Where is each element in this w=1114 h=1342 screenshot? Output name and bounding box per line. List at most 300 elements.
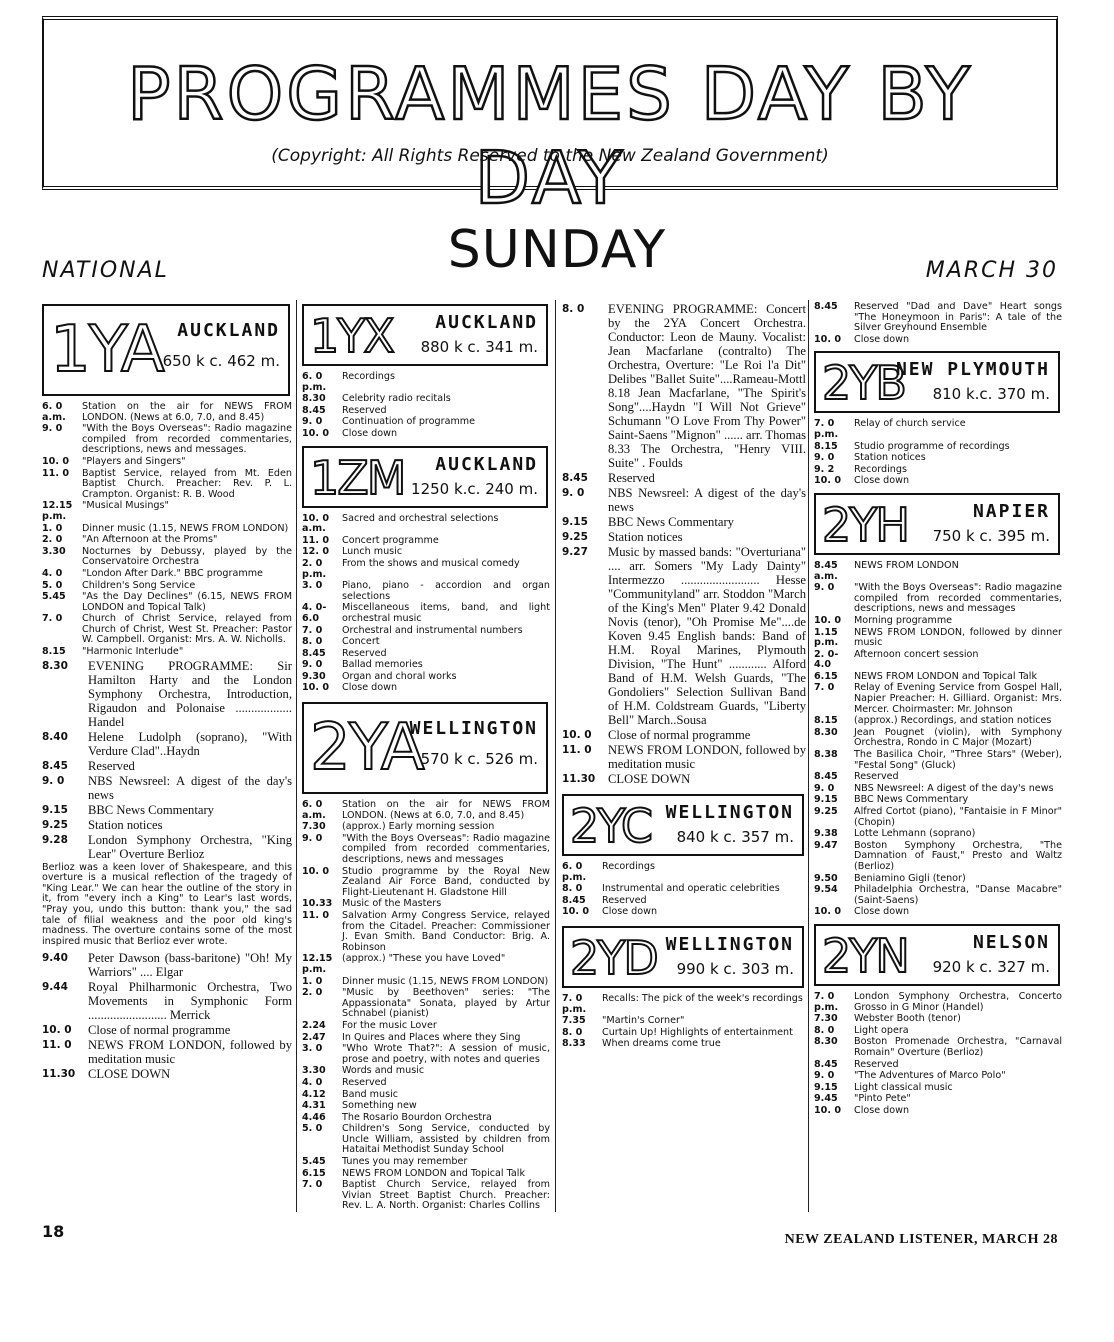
schedule-entry xyxy=(814,1083,1062,1094)
schedule-entry xyxy=(302,977,550,988)
schedule-entry xyxy=(302,637,550,648)
entry-time: 9. 0 xyxy=(302,416,323,428)
entry-time: 9.15 xyxy=(814,1081,838,1093)
entry-description: Philadelphia Orchestra, "Danse Macabre" (Saint-Saens) xyxy=(854,884,1062,906)
call-sign: 2YA xyxy=(310,711,423,786)
entry-time: 8. 0 xyxy=(562,883,583,895)
entry-description: Close down xyxy=(602,906,658,918)
entry-description: "An Afternoon at the Proms" xyxy=(82,534,218,546)
entry-description: When dreams come true xyxy=(602,1038,721,1050)
entry-time: 9.40 xyxy=(42,952,68,965)
schedule-entry xyxy=(42,774,292,802)
entry-description: Morning programme xyxy=(854,614,953,626)
entry-description: Curtain Up! Highlights of entertainment xyxy=(602,1026,793,1038)
entry-time: 2.24 xyxy=(302,1019,326,1031)
entry-time: 8.45 xyxy=(302,404,326,416)
entry-time: 5.45 xyxy=(302,1156,326,1168)
schedule-entry xyxy=(562,743,806,771)
entry-time: 3. 0 xyxy=(302,580,323,592)
entry-description: Boston Symphony Orchestra, "The Damnation of Faust," Presto and Waltz (Berlioz) xyxy=(854,839,1062,872)
schedule-entry xyxy=(814,992,1062,1013)
station-city: NELSON xyxy=(972,931,1050,953)
entry-description: Piano, piano - accordion and organ selections xyxy=(342,580,550,602)
call-sign: 2YB xyxy=(822,356,905,411)
entry-description: "Harmonic Interlude" xyxy=(82,646,184,658)
entry-time: 11. 0 xyxy=(562,744,592,756)
entry-description: NEWS FROM LONDON xyxy=(854,559,959,571)
entry-description: (approx.) "These you have Loved" xyxy=(342,953,506,965)
entry-description: Studio programme of recordings xyxy=(854,440,1010,452)
entry-description: Webster Booth (tenor) xyxy=(854,1013,961,1025)
schedule-entry xyxy=(42,581,292,592)
entry-description: Relay of Evening Service from Gospel Hall, Napier Preacher: H. Gilliard. Organist: Mrs. Mercer. Choirmaster: Mr. Johnson xyxy=(854,682,1062,715)
entry-description: Sacred and orchestral selections xyxy=(342,512,499,524)
late-schedule-1YA xyxy=(42,951,292,1081)
entry-time: 6.15 xyxy=(302,1167,326,1179)
network-label: NATIONAL xyxy=(42,258,169,283)
entry-time: 10. 0 xyxy=(562,729,592,741)
schedule-entry xyxy=(302,603,550,624)
schedule-entry xyxy=(814,683,1062,715)
schedule-2YN xyxy=(814,992,1062,1117)
entry-time: 4. 0-6.0 xyxy=(302,602,327,624)
entry-description: "The Adventures of Marco Polo" xyxy=(854,1070,1006,1082)
entry-time: 9.28 xyxy=(42,833,68,846)
schedule-entry xyxy=(42,980,292,1022)
entry-time: 8.45 a.m. xyxy=(814,559,838,582)
entry-description: BBC News Commentary xyxy=(608,515,734,529)
schedule-entry xyxy=(814,907,1062,918)
schedule-entry xyxy=(42,569,292,580)
evening-schedule-2YA xyxy=(562,302,806,786)
entry-description: London Symphony Orchestra, Concerto Grosso in G Minor (Handel) xyxy=(854,990,1062,1013)
entry-description: "With the Boys Overseas": Radio magazine compiled from recorded commentaries, descriptions, news and messages xyxy=(854,582,1062,615)
entry-time: 7. 0 p.m. xyxy=(814,418,839,440)
schedule-entry xyxy=(42,1038,292,1066)
entry-time: 9. 0 xyxy=(814,782,835,794)
entry-description: "With the Boys Overseas": Radio magazine compiled from recorded commentaries, descriptions, news and messages. xyxy=(82,423,292,456)
entry-description: Lunch music xyxy=(342,546,403,558)
entry-time: 7.35 xyxy=(562,1015,586,1027)
station-2YD-header xyxy=(562,926,804,988)
station-frequency: 840 k c. 357 m. xyxy=(676,828,794,846)
station-2YH-header xyxy=(814,493,1060,555)
station-city: WELLINGTON xyxy=(665,933,794,955)
schedule-entry xyxy=(814,728,1062,749)
schedule-entry xyxy=(302,406,550,417)
station-1YA-header xyxy=(42,304,290,396)
entry-description: Instrumental and operatic celebrities xyxy=(602,883,780,895)
entry-description: NBS Newsreel: A digest of the day's news xyxy=(608,486,806,514)
entry-description: Tunes you may remember xyxy=(342,1156,468,1168)
entry-description: Baptist Church Service, relayed from Vivian Street Baptist Church. Preacher: Rev. L. A. North. Organist: Charles Collins xyxy=(342,1179,550,1212)
station-city: WELLINGTON xyxy=(665,802,794,823)
station-city: NAPIER xyxy=(972,500,1050,522)
entry-time: 9.15 xyxy=(42,803,68,816)
schedule-entry xyxy=(302,417,550,428)
entry-description: Station on the air for NEWS FROM LONDON. (News at 6.0, 7.0, and 8.45) xyxy=(82,401,292,423)
entry-description: Ballad memories xyxy=(342,659,423,671)
entry-time: 6. 0 a.m. xyxy=(302,799,326,821)
entry-time: 6. 0 p.m. xyxy=(302,371,327,393)
entry-time: 9.44 xyxy=(42,981,68,994)
schedule-entry xyxy=(814,561,1062,582)
schedule-entry xyxy=(42,524,292,535)
entry-description: Reserved xyxy=(88,758,135,773)
schedule-entry xyxy=(562,907,806,918)
entry-time: 8.45 xyxy=(42,759,68,772)
entry-time: 1.15 p.m. xyxy=(814,626,839,649)
schedule-entry xyxy=(814,716,1062,727)
schedule-entry xyxy=(42,1023,292,1037)
schedule-entry xyxy=(814,419,1062,440)
entry-time: 11. 0 xyxy=(42,1039,72,1052)
entry-description: Reserved "Dad and Dave" Heart songs "The Honeymoon in Paris": A tale of the Silver Greyhound Ensemble xyxy=(854,302,1062,334)
entry-description: Jean Pougnet (violin), with Symphony Orchestra, Rondo in C Major (Mozart) xyxy=(854,726,1062,749)
entry-description: "Who Wrote That?": A session of music, prose and poetry, with notes and queries xyxy=(342,1043,550,1065)
entry-description: EVENING PROGRAMME: Concert by the 2YA Concert Orchestra. Conductor: Leon de Mauny. Vocalist: Jean Macfarlane (contralto) The Orchestra, Overture: "Le Roi l'a Dit" Delibes "Ballet Suite"....Rameau-Mottl 8.18 Jean Macfarlane, "The Spirit's Song"....Haydn "I Will Not Grieve" Schumann "O Love From Thy Power" Saint-Saens "Mignon" ...... arr. Thomas 8.33 The Orchestra, "Henry VIII. Suite" . Foulds xyxy=(608,302,806,470)
entry-description: Reserved xyxy=(342,647,387,659)
entry-time: 7. 0 xyxy=(302,624,323,636)
entry-time: 9. 2 xyxy=(814,463,835,475)
schedule-entry xyxy=(302,1157,550,1168)
schedule-entry xyxy=(302,547,550,558)
entry-description: "With the Boys Overseas": Radio magazine compiled from recorded commentaries, descriptions, news and messages xyxy=(342,832,550,866)
station-city: NEW PLYMOUTH xyxy=(895,359,1050,381)
entry-time: 7.30 xyxy=(814,1013,838,1025)
entry-time: 8. 0 xyxy=(814,1024,835,1036)
entry-time: 9.45 xyxy=(814,1093,838,1105)
schedule-entry xyxy=(302,1101,550,1112)
entry-description: CLOSE DOWN xyxy=(608,772,691,786)
entry-time: 9.15 xyxy=(562,516,588,528)
entry-description: Children's Song Service, conducted by Uncle William, assisted by children from Hataitai Methodist Sunday School xyxy=(342,1123,550,1156)
entry-description: Concert programme xyxy=(342,534,439,546)
call-sign: 2YH xyxy=(822,497,908,552)
schedule-entry xyxy=(562,515,806,529)
call-sign: 2YC xyxy=(570,799,651,853)
entry-description: London Symphony Orchestra, "King Lear" Overture Berlioz xyxy=(88,832,292,861)
schedule-entry xyxy=(562,1039,806,1050)
entry-time: 9.54 xyxy=(814,884,838,896)
entry-description: Recordings xyxy=(602,861,655,872)
entry-description: (approx.) Recordings, and station notices xyxy=(854,715,1052,727)
entry-time: 4.46 xyxy=(302,1111,326,1123)
schedule-entry xyxy=(302,394,550,405)
schedule-entry xyxy=(42,457,292,468)
schedule-entry xyxy=(814,616,1062,627)
entry-description: EVENING PROGRAMME: Sir Hamilton Harty and the London Symphony Orchestra, Introduction, Rigaudon and Polonaise .................. Handel xyxy=(88,658,292,729)
entry-time: 7. 0 p.m. xyxy=(562,992,587,1015)
entry-time: 6. 0 a.m. xyxy=(42,401,66,423)
entry-description: NEWS FROM LONDON and Topical Talk xyxy=(342,1167,526,1179)
entry-time: 8.40 xyxy=(42,730,68,743)
entry-time: 9.38 xyxy=(814,828,838,840)
entry-description: "London After Dark." BBC programme xyxy=(82,567,263,579)
column-1 xyxy=(42,302,292,1082)
entry-time: 5. 0 xyxy=(302,1123,323,1135)
entry-time: 9. 0 xyxy=(302,659,323,671)
schedule-entry xyxy=(814,784,1062,795)
entry-time: 10. 0 xyxy=(814,475,842,487)
schedule-entry xyxy=(562,1028,806,1039)
call-sign: 2YD xyxy=(570,930,657,985)
schedule-2YD-continued xyxy=(814,302,1062,345)
entry-time: 3.30 xyxy=(302,1065,326,1077)
schedule-entry xyxy=(562,896,806,907)
entry-time: 9. 0 xyxy=(562,487,585,499)
entry-time: 9. 0 xyxy=(814,582,835,594)
station-frequency: 810 k.c. 370 m. xyxy=(932,385,1050,404)
schedule-entry xyxy=(302,899,550,910)
entry-time: 7.30 xyxy=(302,821,326,833)
schedule-entry xyxy=(814,583,1062,615)
entry-time: 10. 0 xyxy=(42,455,70,467)
entry-time: 9. 0 xyxy=(814,1070,835,1082)
entry-time: 10.33 xyxy=(302,898,333,910)
schedule-entry xyxy=(42,659,292,729)
entry-description: Words and music xyxy=(342,1065,425,1077)
schedule-entry xyxy=(302,1169,550,1180)
entry-description: Something new xyxy=(342,1100,417,1112)
column-rule xyxy=(555,300,556,1212)
schedule-entry xyxy=(42,833,292,861)
entry-time: 8.45 xyxy=(814,302,838,312)
schedule-entry xyxy=(302,1090,550,1101)
schedule-entry xyxy=(302,672,550,683)
schedule-entry xyxy=(814,1014,1062,1025)
schedule-entry xyxy=(302,626,550,637)
copyright-line: (Copyright: All Rights Reserved to the New Zealand Government) xyxy=(271,146,829,166)
entry-description: "Music by Beethoven" series: "The Appassionata" Sonata, played by Artur Schnabel (pianist) xyxy=(342,987,550,1020)
entry-time: 9.25 xyxy=(814,806,838,817)
call-sign: 1YX xyxy=(310,309,393,363)
station-frequency: 650 k c. 462 m. xyxy=(162,352,280,370)
entry-description: BBC News Commentary xyxy=(88,802,214,817)
entry-description: Baptist Service, relayed from Mt. Eden Baptist Church. Preacher: Rev. P. L. Crampton. Organist: R. B. Wood xyxy=(82,467,292,500)
station-2YB-header xyxy=(814,351,1060,413)
entry-time: 9.50 xyxy=(814,872,838,884)
entry-description: For the music Lover xyxy=(342,1019,437,1031)
entry-description: Celebrity radio recitals xyxy=(342,393,451,405)
schedule-entry xyxy=(814,476,1062,487)
entry-time: 11. 0 xyxy=(302,910,330,921)
entry-description: Lotte Lehmann (soprano) xyxy=(854,828,976,840)
entry-time: 7. 0 xyxy=(814,682,835,694)
schedule-entry xyxy=(302,514,550,535)
schedule-entry xyxy=(814,628,1062,649)
entry-time: 10. 0 xyxy=(42,1024,72,1037)
schedule-entry xyxy=(302,1078,550,1089)
entry-description: Light classical music xyxy=(854,1081,953,1093)
entry-description: Close down xyxy=(342,427,398,439)
entry-time: 12.15 p.m. xyxy=(302,953,333,975)
entry-time: 8.38 xyxy=(814,749,838,761)
schedule-entry xyxy=(302,559,550,580)
station-2YN-header xyxy=(814,924,1060,986)
entry-time: 8.30 xyxy=(814,1036,838,1048)
schedule-entry xyxy=(562,862,806,883)
entry-description: From the shows and musical comedy xyxy=(342,557,520,569)
station-1YX-header xyxy=(302,304,548,366)
station-frequency: 750 k c. 395 m. xyxy=(932,526,1050,545)
schedule-entry xyxy=(302,1124,550,1156)
entry-description: Recalls: The pick of the week's recordings xyxy=(602,992,803,1004)
schedule-entry xyxy=(814,829,1062,840)
entry-description: Continuation of programme xyxy=(342,416,476,428)
schedule-2YD xyxy=(562,994,806,1050)
entry-time: 5. 0 xyxy=(42,579,63,591)
entry-time: 10. 0 xyxy=(562,906,590,918)
schedule-entry xyxy=(814,1060,1062,1071)
day-heading: SUNDAY xyxy=(447,220,667,280)
schedule-entry xyxy=(562,471,806,485)
entry-description: Close down xyxy=(854,1104,910,1116)
schedule-2YB xyxy=(814,419,1062,487)
station-1ZM-header xyxy=(302,446,548,508)
schedule-2YH xyxy=(814,561,1062,918)
entry-time: 8.15 xyxy=(814,440,838,452)
evening-schedule-1YA xyxy=(42,659,292,861)
schedule-entry xyxy=(42,592,292,613)
schedule-entry xyxy=(562,884,806,895)
entry-time: 9. 0 xyxy=(42,774,65,787)
schedule-entry xyxy=(302,867,550,899)
entry-description: Afternoon concert session xyxy=(854,648,979,660)
entry-description: Salvation Army Congress Service, relayed from the Citadel. Preacher: Commissioner J. Evan Smith. Band Conductor: Brig. A. Robinson xyxy=(342,910,550,953)
schedule-entry xyxy=(42,730,292,758)
entry-description: The Rosario Bourdon Orchestra xyxy=(342,1111,492,1123)
entry-time: 1. 0 xyxy=(42,522,63,534)
schedule-entry xyxy=(814,807,1062,828)
entry-description: Station on the air for NEWS FROM LONDON. (News at 6.0, 7.0, and 8.45) xyxy=(342,799,550,821)
entry-time: 2.47 xyxy=(302,1031,326,1043)
schedule-entry xyxy=(42,469,292,501)
entry-time: 8.30 xyxy=(302,393,326,405)
schedule-1YA xyxy=(42,402,292,658)
entry-description: Close of normal programme xyxy=(608,728,751,742)
schedule-entry xyxy=(814,465,1062,476)
entry-description: Reserved xyxy=(608,471,655,485)
entry-time: 7. 0 xyxy=(302,1179,323,1191)
entry-time: 10. 0 xyxy=(302,865,330,877)
entry-time: 8.30 xyxy=(814,726,838,738)
entry-description: Church of Christ Service, relayed from Church of Christ, West St. Preacher: Pastor W. Campbell. Organist: Mrs. A. W. Nicholls. xyxy=(82,613,292,646)
entry-time: 10. 0 xyxy=(302,682,330,694)
entry-description: Close down xyxy=(854,475,910,487)
entry-description: NEWS FROM LONDON and Topical Talk xyxy=(854,670,1038,682)
schedule-entry xyxy=(42,535,292,546)
entry-description: NEWS FROM LONDON, followed by dinner music xyxy=(854,626,1062,649)
entry-time: 8. 0 xyxy=(562,1026,583,1038)
entry-time: 9.25 xyxy=(42,818,68,831)
entry-time: 2. 0 p.m. xyxy=(302,557,327,580)
entry-description: Reserved xyxy=(854,771,899,783)
column-rule xyxy=(296,300,297,1212)
station-frequency: 880 k c. 341 m. xyxy=(420,338,538,356)
station-2YA-header xyxy=(302,702,548,794)
schedule-entry xyxy=(302,1021,550,1032)
entry-description: Helene Ludolph (soprano), "With Verdure Clad"..Haydn xyxy=(88,729,292,758)
schedule-entry xyxy=(42,803,292,817)
schedule-entry xyxy=(302,954,550,975)
entry-description: NBS Newsreel: A digest of the day's news xyxy=(88,773,292,802)
entry-time: 1. 0 xyxy=(302,975,323,987)
entry-description: Orchestral and instrumental numbers xyxy=(342,624,523,636)
schedule-entry xyxy=(302,581,550,602)
entry-description: Studio programme by the Royal New Zealand Air Force Band, conducted by Flight-Lieutenant H. Gladstone Hill xyxy=(342,865,550,898)
schedule-entry xyxy=(814,453,1062,464)
station-2YC-header xyxy=(562,794,804,856)
schedule-entry xyxy=(42,818,292,832)
entry-time: 7. 0 p.m. xyxy=(814,990,839,1013)
schedule-entry xyxy=(302,660,550,671)
date-label: MARCH 30 xyxy=(925,258,1058,283)
entry-description: Light opera xyxy=(854,1024,909,1036)
entry-description: CLOSE DOWN xyxy=(88,1067,171,1082)
schedule-entry xyxy=(302,1113,550,1124)
station-frequency: 990 k c. 303 m. xyxy=(676,959,794,978)
entry-time: 4.31 xyxy=(302,1100,326,1112)
entry-description: Band music xyxy=(342,1088,399,1100)
schedule-entry xyxy=(814,1106,1062,1117)
entry-description: "Players and Singers" xyxy=(82,455,186,467)
entry-time: 9. 0 xyxy=(302,832,323,844)
entry-time: 8.15 xyxy=(814,715,838,727)
call-sign: 1YA xyxy=(50,313,163,387)
schedule-entry xyxy=(814,795,1062,806)
schedule-entry xyxy=(562,728,806,742)
schedule-2YA xyxy=(302,800,550,1212)
entry-time: 7. 0 xyxy=(42,613,63,625)
station-city: WELLINGTON xyxy=(409,718,538,740)
schedule-entry xyxy=(814,650,1062,671)
entry-time: 10. 0 xyxy=(814,333,842,345)
schedule-entry xyxy=(562,486,806,514)
call-sign: 2YN xyxy=(822,928,908,983)
programme-note: Berlioz was a keen lover of Shakespeare, and this overture is a musical reflection of the tragedy of "King Lear." We can hear the outline of the story in it, from "every inch a King" to Lear's last words, "Pray you, undo this button: thank you," the sad tale of filial weakness and the poor old king's madness. The overture contains some of the most inspired music that Berlioz ever wrote. xyxy=(42,861,292,947)
entry-time: 9. 0 xyxy=(42,423,63,435)
schedule-entry xyxy=(302,911,550,953)
entry-description: Relay of church service xyxy=(854,418,966,430)
entry-description: Close down xyxy=(854,333,910,345)
entry-time: 9.15 xyxy=(814,794,838,806)
entry-time: 8.15 xyxy=(42,646,66,658)
entry-description: Dinner music (1.15, NEWS FROM LONDON) xyxy=(342,975,549,987)
schedule-entry xyxy=(814,772,1062,783)
schedule-entry xyxy=(562,545,806,727)
entry-description: NBS Newsreel: A digest of the day's news xyxy=(854,782,1054,794)
entry-description: Concert xyxy=(342,636,380,648)
entry-time: 11. 0 xyxy=(42,467,70,479)
station-city: AUCKLAND xyxy=(435,312,538,333)
schedule-entry xyxy=(814,672,1062,683)
entry-description: Boston Promenade Orchestra, "Carnaval Romain" Overture (Berlioz) xyxy=(854,1036,1062,1058)
entry-time: 10. 0 xyxy=(814,1104,842,1116)
schedule-entry xyxy=(814,1026,1062,1037)
schedule-entry xyxy=(42,647,292,658)
entry-time: 8.45 xyxy=(562,472,588,484)
schedule-entry xyxy=(562,530,806,544)
magazine-footer: NEW ZEALAND LISTENER, MARCH 28 xyxy=(784,1232,1058,1247)
entry-description: Music by massed bands: "Overturiana" .... arr. Somers "My Lady Dainty" Intermezzo ......................... Hesse "Communityland" arr. Stoddon "March of the King's Men" Plater 9.42 Donald Novis (tenor), "Oh Promise Me"....de Koven 9.45 English bands: Band of H.M. Royal Marines, Plymouth Division, "The Hunt" ............ Alford Band of H.M. Welsh Guards, "The Gondoliers" Selection Sullivan Band of H.M. Coldstream Guards, "Liberty Bell" March..Sousa xyxy=(608,545,806,727)
entry-time: 8.45 xyxy=(814,1058,838,1070)
entry-time: 2. 0 xyxy=(42,534,63,546)
schedule-entry xyxy=(42,614,292,646)
schedule-entry xyxy=(302,1180,550,1212)
entry-description: Reserved xyxy=(342,404,387,416)
schedule-entry xyxy=(814,1071,1062,1082)
